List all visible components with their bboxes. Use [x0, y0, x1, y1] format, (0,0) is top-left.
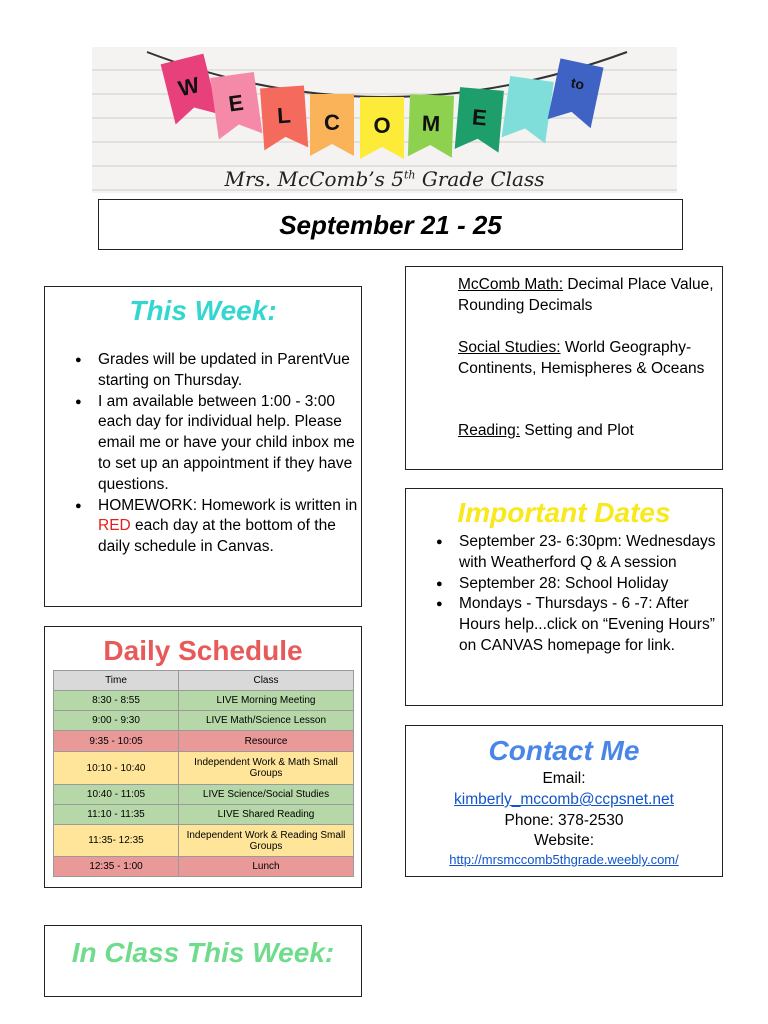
- flag-letter: E: [226, 89, 245, 117]
- schedule-time-cell: 10:40 - 11:05: [54, 785, 179, 805]
- website-label: Website:: [533, 832, 595, 849]
- schedule-class-cell: LIVE Morning Meeting: [179, 691, 354, 711]
- list-item: ● September 28: School Holiday: [436, 574, 720, 595]
- this-week-section: [44, 286, 362, 607]
- math-subject: McComb Math: Decimal Place Value, Rounding Decimals: [458, 276, 714, 314]
- bunting-flag: [210, 72, 262, 140]
- in-class-title: In Class This Week:: [71, 937, 335, 968]
- phone-number: Phone: 378-2530: [504, 812, 624, 829]
- list-item: ● Mondays - Thursdays - 6 -7: After Hours help...click on “Evening Hours” on CANVAS homepage for link.: [436, 594, 720, 656]
- schedule-row: [54, 857, 354, 877]
- list-item: ● HOMEWORK: Homework is written in RED each day at the bottom of the daily schedule in Canvas.: [75, 496, 359, 558]
- schedule-time-cell: 11:35- 12:35: [54, 825, 179, 857]
- schedule-row: [54, 785, 354, 805]
- schedule-time-cell: 9:00 - 9:30: [54, 711, 179, 731]
- schedule-row: [54, 711, 354, 731]
- bunting-flag: [310, 94, 354, 156]
- schedule-row: [54, 805, 354, 825]
- email-link-line: [406, 791, 722, 809]
- welcome-banner: [92, 47, 677, 193]
- list-item: ● September 23- 6:30pm: Wednesdays with Weatherford Q & A session: [436, 532, 720, 574]
- website-link-line: [406, 852, 722, 867]
- schedule-table: [53, 670, 354, 877]
- schedule-row: [54, 752, 354, 785]
- flag-letter: M: [421, 110, 441, 137]
- time-column-header: Time: [54, 671, 179, 691]
- flag-letter: E: [471, 104, 488, 131]
- bunting-flag: [502, 76, 554, 144]
- social-studies-subject: Social Studies: World Geography- Continents, Hemispheres & Oceans: [458, 339, 705, 377]
- daily-schedule-section: [44, 626, 362, 888]
- email-link[interactable]: kimberly_mccomb@ccpsnet.net: [454, 791, 674, 808]
- schedule-row: [54, 731, 354, 752]
- schedule-row: [54, 691, 354, 711]
- schedule-class-cell: Lunch: [179, 857, 354, 877]
- important-dates-list: [436, 532, 720, 657]
- schedule-row: [54, 825, 354, 857]
- this-week-title: This Week:: [129, 295, 277, 326]
- class-column-header: Class: [179, 671, 354, 691]
- schedule-time-cell: 9:35 - 10:05: [54, 731, 179, 752]
- list-item: ● Grades will be updated in ParentVue starting on Thursday.: [75, 350, 359, 392]
- schedule-time-cell: 11:10 - 11:35: [54, 805, 179, 825]
- bunting-flag: [161, 54, 219, 125]
- flag-shape: [548, 58, 604, 128]
- flag-letter: C: [324, 110, 340, 135]
- list-item: ● I am available between 1:00 - 3:00 each day for individual help. Please email me or have your child inbox me to set up an appointment if they have questions.: [75, 392, 359, 496]
- important-dates-section: [405, 488, 723, 706]
- schedule-header-row: [54, 671, 354, 691]
- bunting-flag: [260, 85, 308, 150]
- flag-letter: L: [276, 102, 292, 129]
- week-date-box: [98, 199, 683, 250]
- schedule-time-cell: 10:10 - 10:40: [54, 752, 179, 785]
- email-label: Email:: [542, 770, 586, 787]
- in-class-section: [44, 925, 362, 997]
- schedule-time-cell: 8:30 - 8:55: [54, 691, 179, 711]
- bunting-flag: [408, 94, 454, 157]
- flag-letter: O: [373, 113, 391, 138]
- flag-letter: to: [569, 74, 586, 93]
- contact-title: Contact Me: [488, 735, 640, 766]
- week-date-range: September 21 - 25: [279, 210, 502, 240]
- schedule-class-cell: LIVE Science/Social Studies: [179, 785, 354, 805]
- flag-letter: W: [175, 72, 202, 102]
- schedule-class-cell: Resource: [179, 731, 354, 752]
- this-week-list: [75, 350, 359, 558]
- important-dates-title: Important Dates: [457, 497, 671, 528]
- daily-schedule-title: Daily Schedule: [103, 635, 303, 666]
- bunting-flag: [548, 58, 604, 128]
- subjects-section: [405, 266, 723, 470]
- schedule-class-cell: Independent Work & Reading Small Groups: [179, 825, 354, 857]
- reading-subject: Reading: Setting and Plot: [458, 422, 634, 439]
- schedule-class-cell: LIVE Shared Reading: [179, 805, 354, 825]
- schedule-time-cell: 12:35 - 1:00: [54, 857, 179, 877]
- banner-class-title: Mrs. McComb’s 5th Grade Class: [224, 167, 545, 191]
- red-text: RED: [98, 517, 131, 535]
- flag-shape: [502, 76, 554, 144]
- bunting-flag: [455, 87, 504, 153]
- schedule-class-cell: Independent Work & Math Small Groups: [179, 752, 354, 785]
- bunting-flag: [360, 97, 404, 159]
- website-link[interactable]: http://mrsmccomb5thgrade.weebly.com/: [449, 852, 679, 867]
- contact-section: [405, 725, 723, 877]
- schedule-class-cell: LIVE Math/Science Lesson: [179, 711, 354, 731]
